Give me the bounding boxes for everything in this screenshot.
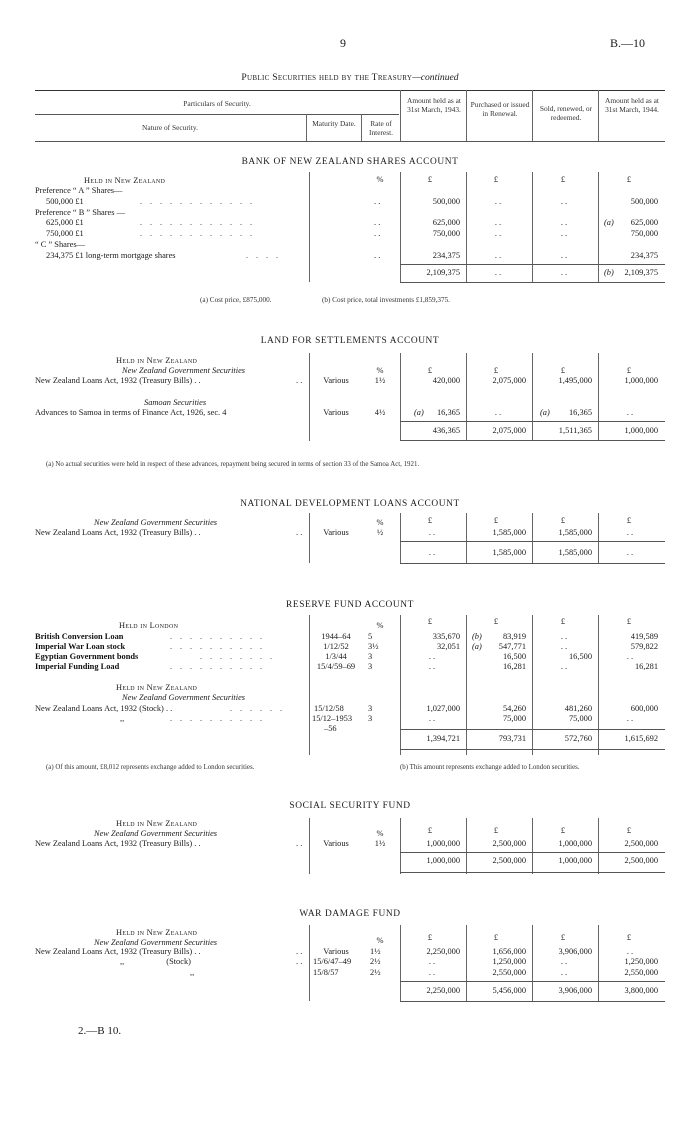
total-rule <box>400 541 665 542</box>
row-label: Imperial War Loan stock <box>35 642 126 651</box>
total-held-start: 2,250,000 <box>426 986 460 995</box>
column-rule <box>466 172 467 282</box>
pound-symbol: £ <box>427 933 433 942</box>
pound-symbol: £ <box>493 617 499 626</box>
pound-symbol: £ <box>427 516 433 525</box>
total-bottom-rule <box>400 282 665 283</box>
row-label: New Zealand Loans Act, 1932 (Treasury Bills) . . <box>35 947 201 956</box>
total-held-start: 1,394,721 <box>426 734 460 743</box>
header-divider <box>598 90 599 141</box>
subgroup-heading: New Zealand Government Securities <box>94 829 218 838</box>
column-rule <box>532 513 533 563</box>
purchased: 2,075,000 <box>492 376 526 385</box>
leader-dots: . . <box>296 376 303 385</box>
header-divider <box>532 90 533 141</box>
subgroup-heading: Samoan Securities <box>144 398 207 407</box>
rate: 2½ <box>370 968 381 977</box>
header-nature: Nature of Security. <box>142 123 198 132</box>
leader-dots: . . . . . . . . . . <box>170 714 265 723</box>
pound-symbol: £ <box>493 366 499 375</box>
held-end: 750,000 <box>630 229 658 238</box>
total-sold: 572,760 <box>564 734 592 743</box>
rate-dots: . . <box>374 218 381 227</box>
pound-symbol: £ <box>493 933 499 942</box>
footnote-marker: (a) <box>604 218 614 227</box>
section-title: WAR DAMAGE FUND <box>299 909 401 919</box>
column-rule <box>532 172 533 282</box>
held-end: 16,281 <box>634 662 658 671</box>
pound-symbol: £ <box>560 516 566 525</box>
total-purchased: 793,731 <box>498 734 526 743</box>
leader-dots: . . . . . . . . . . <box>170 662 265 671</box>
total-held-start: 2,109,375 <box>426 268 460 277</box>
total-sold: . . <box>560 268 568 277</box>
held-start: 1,027,000 <box>426 704 460 713</box>
subgroup-heading: New Zealand Government Securities <box>94 938 218 947</box>
total-bottom-rule <box>400 440 665 441</box>
maturity: Various <box>323 376 349 385</box>
held-end: 600,000 <box>630 704 658 713</box>
column-rule <box>466 818 467 874</box>
held-end: 1,000,000 <box>624 376 658 385</box>
total-held-end: 3,800,000 <box>624 986 658 995</box>
held-start: . . <box>428 714 436 723</box>
total-held-end: . . <box>626 548 634 557</box>
purchased: . . <box>494 251 502 260</box>
held-start: 420,000 <box>432 376 460 385</box>
rate: 1½ <box>370 947 381 956</box>
pound-symbol: £ <box>626 933 632 942</box>
group-heading: Held in New Zealand <box>84 176 166 185</box>
purchased: 1,585,000 <box>492 528 526 537</box>
maturity: 1/3/44 <box>325 652 347 661</box>
purchased: 1,250,000 <box>492 957 526 966</box>
percent-symbol: % <box>376 936 384 945</box>
held-end: 579,822 <box>630 642 658 651</box>
leader-dots: . . . . . . . . . . . . <box>140 197 255 206</box>
leader-dots: . . . . . . . . . . <box>170 632 265 641</box>
footnote: (b) This amount represents exchange added to London securities. <box>400 764 580 771</box>
held-end: 2,550,000 <box>624 968 658 977</box>
maturity-cont: –56 <box>324 724 337 733</box>
held-start: . . <box>428 968 436 977</box>
sold: . . <box>560 218 568 227</box>
purchased: 54,260 <box>502 704 526 713</box>
percent-symbol: % <box>376 621 384 630</box>
total-bottom-rule <box>400 749 665 750</box>
rate: 5 <box>368 632 373 641</box>
percent-symbol: % <box>376 829 384 838</box>
sold: . . <box>560 957 568 966</box>
leader-dots: . . . . . . . . . . . . <box>140 218 255 227</box>
purchased: . . <box>494 229 502 238</box>
purchased: 16,500 <box>502 652 526 661</box>
header-divider <box>361 114 362 141</box>
held-end: . . <box>626 714 634 723</box>
footnote: (b) Cost price, total investments £1,859,375. <box>322 296 450 304</box>
footnote: (a) Of this amount, £8,012 represents exchange added to London securities. <box>46 764 255 771</box>
header-divider <box>466 90 467 141</box>
total-held-start: 1,000,000 <box>426 856 460 865</box>
column-rule <box>400 615 401 755</box>
held-start: . . <box>428 528 436 537</box>
held-end: . . <box>626 947 634 956</box>
purchased: 547,771 <box>498 642 526 651</box>
column-rule <box>532 353 533 441</box>
section-title: RESERVE FUND ACCOUNT <box>286 600 414 610</box>
pound-symbol: £ <box>493 826 499 835</box>
column-rule <box>532 925 533 1001</box>
row-label: New Zealand Loans Act, 1932 (Treasury Bills) . . <box>35 528 201 537</box>
maturity: 15/8/57 <box>313 968 339 977</box>
leader-dots: . . . . . . . . . . <box>170 642 265 651</box>
pound-symbol: £ <box>626 516 632 525</box>
held-start: 16,365 <box>436 408 460 417</box>
total-sold: 1,000,000 <box>558 856 592 865</box>
pound-symbol: £ <box>427 826 433 835</box>
header-purchased: Purchased or issued in Renewal. <box>470 100 530 118</box>
row-label: Preference “ B ” Shares — <box>35 208 125 217</box>
rate-dots: . . <box>374 229 381 238</box>
held-start: . . <box>428 662 436 671</box>
header-particulars: Particulars of Security. <box>183 99 251 108</box>
purchased: 16,281 <box>502 662 526 671</box>
total-rule <box>400 981 665 982</box>
held-start: . . <box>428 652 436 661</box>
page-footer: 2.—B 10. <box>78 1025 122 1037</box>
total-bottom-rule <box>400 872 665 873</box>
total-held-end: 1,615,692 <box>624 734 658 743</box>
purchased: 75,000 <box>502 714 526 723</box>
pound-symbol: £ <box>493 175 499 184</box>
footnote: (a) Cost price, £875,000. <box>200 296 272 304</box>
row-label: New Zealand Loans Act, 1932 (Treasury Bills) . . <box>35 839 201 848</box>
purchased: 1,656,000 <box>492 947 526 956</box>
pound-symbol: £ <box>560 366 566 375</box>
percent-symbol: % <box>376 175 384 184</box>
sold: 1,495,000 <box>558 376 592 385</box>
column-rule <box>400 513 401 563</box>
maturity: Various <box>323 528 349 537</box>
column-rule <box>532 615 533 755</box>
rate-dots: . . <box>374 251 381 260</box>
maturity: 15/12/58 <box>314 704 344 713</box>
column-rule <box>466 615 467 755</box>
column-rule <box>309 818 310 874</box>
header-maturity: Maturity Date. <box>312 119 356 128</box>
total-held-end: 2,109,375 <box>624 268 658 277</box>
held-end: . . <box>626 528 634 537</box>
rate: 2½ <box>370 957 381 966</box>
header-particulars-rule <box>35 114 399 115</box>
column-rule <box>532 818 533 874</box>
header-held-end: Amount held as at 31st March, 1944. <box>605 96 659 114</box>
total-rule <box>400 264 665 265</box>
row-label: Preference “ A ” Shares— <box>35 186 123 195</box>
page-number: 9 <box>340 36 346 50</box>
header-held-start: Amount held as at 31st March, 1943. <box>407 96 461 114</box>
total-sold: 1,585,000 <box>558 548 592 557</box>
total-rule <box>400 852 665 853</box>
pound-symbol: £ <box>560 617 566 626</box>
pound-symbol: £ <box>626 366 632 375</box>
purchased: . . <box>494 197 502 206</box>
purchased: 2,550,000 <box>492 968 526 977</box>
header-bottom-rule <box>35 141 665 142</box>
column-rule <box>598 925 599 1001</box>
pound-symbol: £ <box>626 175 632 184</box>
purchased: . . <box>494 408 502 417</box>
total-sold: 1,511,365 <box>558 426 592 435</box>
group-heading: Held in New Zealand <box>116 356 198 365</box>
column-rule <box>309 513 310 563</box>
rate-dots: . . <box>374 197 381 206</box>
row-label: Egyptian Government bonds <box>35 652 139 661</box>
column-rule <box>598 513 599 563</box>
pound-symbol: £ <box>427 617 433 626</box>
rate: 4½ <box>374 408 386 417</box>
total-purchased: 1,585,000 <box>492 548 526 557</box>
leader-dots: . . . . . . . . . . . . <box>140 229 255 238</box>
section-title: BANK OF NEW ZEALAND SHARES ACCOUNT <box>241 157 459 167</box>
header-sold: Sold, renewed, or redeemed. <box>539 104 593 122</box>
column-rule <box>309 925 310 1001</box>
percent-symbol: % <box>376 518 384 527</box>
percent-symbol: % <box>376 366 384 375</box>
footnote-marker: (a) <box>540 408 550 417</box>
title-continued: —continued <box>412 72 459 83</box>
held-start: 32,051 <box>436 642 460 651</box>
sold: 16,500 <box>568 652 592 661</box>
sold: 75,000 <box>568 714 592 723</box>
pound-symbol: £ <box>626 826 632 835</box>
row-label: New Zealand Loans Act, 1932 (Treasury Bills) . . <box>35 376 201 385</box>
header-divider <box>400 90 401 141</box>
ditto-mark: ,, <box>190 968 195 977</box>
held-start: 1,000,000 <box>426 839 460 848</box>
footnote-marker: (a) <box>472 642 482 651</box>
pound-symbol: £ <box>560 175 566 184</box>
leader-dots: . . <box>296 528 303 537</box>
column-rule <box>466 513 467 563</box>
total-bottom-rule <box>400 1001 665 1002</box>
subgroup-heading: New Zealand Government Securities <box>94 518 218 527</box>
held-end: . . <box>626 652 634 661</box>
maturity: 1944–64 <box>321 632 351 641</box>
column-rule <box>400 818 401 874</box>
column-rule <box>400 925 401 1001</box>
held-start: 750,000 <box>432 229 460 238</box>
row-label: 625,000 £1 <box>46 218 84 227</box>
row-label: 234,375 £1 long-term mortgage shares <box>46 251 176 260</box>
held-end: . . <box>626 408 634 417</box>
leader-dots: . . <box>296 839 303 848</box>
group-heading: Held in New Zealand <box>116 819 198 828</box>
column-rule <box>400 172 401 282</box>
sold: . . <box>560 251 568 260</box>
held-start: 234,375 <box>432 251 460 260</box>
rate: 3½ <box>368 642 379 651</box>
held-end: 500,000 <box>630 197 658 206</box>
column-rule <box>598 818 599 874</box>
sold: 481,260 <box>564 704 592 713</box>
held-end: 625,000 <box>630 218 658 227</box>
column-rule <box>309 615 310 755</box>
group-heading: Held in New Zealand <box>116 683 198 692</box>
total-purchased: . . <box>494 268 502 277</box>
column-rule <box>598 615 599 755</box>
purchased: 2,500,000 <box>492 839 526 848</box>
pound-symbol: £ <box>427 175 433 184</box>
footnote-marker: (b) <box>604 268 614 277</box>
pound-symbol: £ <box>560 933 566 942</box>
row-label: Advances to Samoa in terms of Finance Act, 1926, sec. 4 <box>35 408 227 417</box>
rate: 3 <box>368 704 373 713</box>
total-held-end: 1,000,000 <box>624 426 658 435</box>
column-rule <box>598 353 599 441</box>
rate: ½ <box>376 528 384 537</box>
page-reference: B.—10 <box>610 36 646 50</box>
purchased: 83,919 <box>502 632 526 641</box>
total-held-end: 2,500,000 <box>624 856 658 865</box>
ditto-mark: ,, <box>120 714 125 723</box>
maturity: 15/12–1953 <box>312 714 353 723</box>
rate: 1½ <box>374 839 386 848</box>
total-purchased: 2,075,000 <box>492 426 526 435</box>
total-purchased: 2,500,000 <box>492 856 526 865</box>
held-end: 1,250,000 <box>624 957 658 966</box>
pound-symbol: £ <box>493 516 499 525</box>
column-rule <box>309 172 310 282</box>
maturity: 15/6/47–49 <box>313 957 352 966</box>
rate: 3 <box>368 714 373 723</box>
held-start: 335,670 <box>432 632 460 641</box>
maturity: 1/12/52 <box>323 642 349 651</box>
held-end: 2,500,000 <box>624 839 658 848</box>
rate: 3 <box>368 662 373 671</box>
column-rule <box>309 353 310 441</box>
total-held-start: 436,365 <box>432 426 460 435</box>
page-title <box>0 72 700 83</box>
header-rate: Rate of Interest. <box>368 119 393 137</box>
leader-dots: . . <box>296 947 303 956</box>
sold: . . <box>560 642 568 651</box>
pound-symbol: £ <box>626 617 632 626</box>
row-label: New Zealand Loans Act, 1932 (Stock) . . <box>35 704 173 713</box>
section-title: SOCIAL SECURITY FUND <box>289 801 411 811</box>
total-held-start: . . <box>428 548 436 557</box>
held-start: . . <box>428 957 436 966</box>
sold: 3,906,000 <box>558 947 592 956</box>
purchased: . . <box>494 218 502 227</box>
row-label: British Conversion Loan <box>35 632 124 641</box>
header-divider <box>306 114 307 141</box>
held-start: 2,250,000 <box>426 947 460 956</box>
column-rule <box>466 925 467 1001</box>
column-rule <box>400 353 401 441</box>
held-end: 419,589 <box>630 632 658 641</box>
row-label: Imperial Funding Load <box>35 662 120 671</box>
leader-dots: . . . . . . <box>230 704 285 713</box>
row-label: 500,000 £1 <box>46 197 84 206</box>
rate: 1½ <box>374 376 386 385</box>
title-main: Public Securities held by the Treasury <box>241 72 413 83</box>
maturity: 15/4/59–69 <box>316 662 356 671</box>
maturity: Various <box>323 839 349 848</box>
total-rule <box>400 729 665 730</box>
sold: 1,585,000 <box>558 528 592 537</box>
row-label: ,, (Stock) <box>120 957 191 966</box>
rate: 3 <box>368 652 373 661</box>
total-sold: 3,906,000 <box>558 986 592 995</box>
leader-dots: . . <box>296 957 303 966</box>
pound-symbol: £ <box>560 826 566 835</box>
sold: 16,365 <box>568 408 592 417</box>
leader-dots: . . . . . . . . <box>200 652 275 661</box>
total-rule <box>400 421 665 422</box>
row-label: 750,000 £1 <box>46 229 84 238</box>
footnote-marker: (b) <box>472 632 482 641</box>
column-rule <box>466 353 467 441</box>
subgroup-heading: New Zealand Government Securities <box>122 693 246 702</box>
sold: . . <box>560 968 568 977</box>
section-title: LAND FOR SETTLEMENTS ACCOUNT <box>260 336 440 346</box>
total-bottom-rule <box>400 563 665 564</box>
held-end: 234,375 <box>630 251 658 260</box>
maturity: Various <box>323 408 349 417</box>
column-rule <box>598 172 599 282</box>
sold: 1,000,000 <box>558 839 592 848</box>
footnote: (a) No actual securities were held in respect of these advances, repayment being secured in terms of section 33 of the Samoa Act, 1921. <box>46 461 420 468</box>
section-title: NATIONAL DEVELOPMENT LOANS ACCOUNT <box>240 499 460 509</box>
sold: . . <box>560 229 568 238</box>
sold: . . <box>560 632 568 641</box>
sold: . . <box>560 662 568 671</box>
footnote-marker: (a) <box>414 408 424 417</box>
row-label: “ C ” Shares— <box>35 240 86 249</box>
subgroup-heading: New Zealand Government Securities <box>122 366 246 375</box>
held-start: 625,000 <box>432 218 460 227</box>
group-heading: Held in London <box>119 621 179 630</box>
sold: . . <box>560 197 568 206</box>
total-purchased: 5,456,000 <box>492 986 526 995</box>
header-top-rule <box>35 90 665 91</box>
maturity: Various <box>323 947 349 956</box>
group-heading: Held in New Zealand <box>116 928 198 937</box>
leader-dots: . . . . <box>246 251 281 260</box>
pound-symbol: £ <box>427 366 433 375</box>
held-start: 500,000 <box>432 197 460 206</box>
